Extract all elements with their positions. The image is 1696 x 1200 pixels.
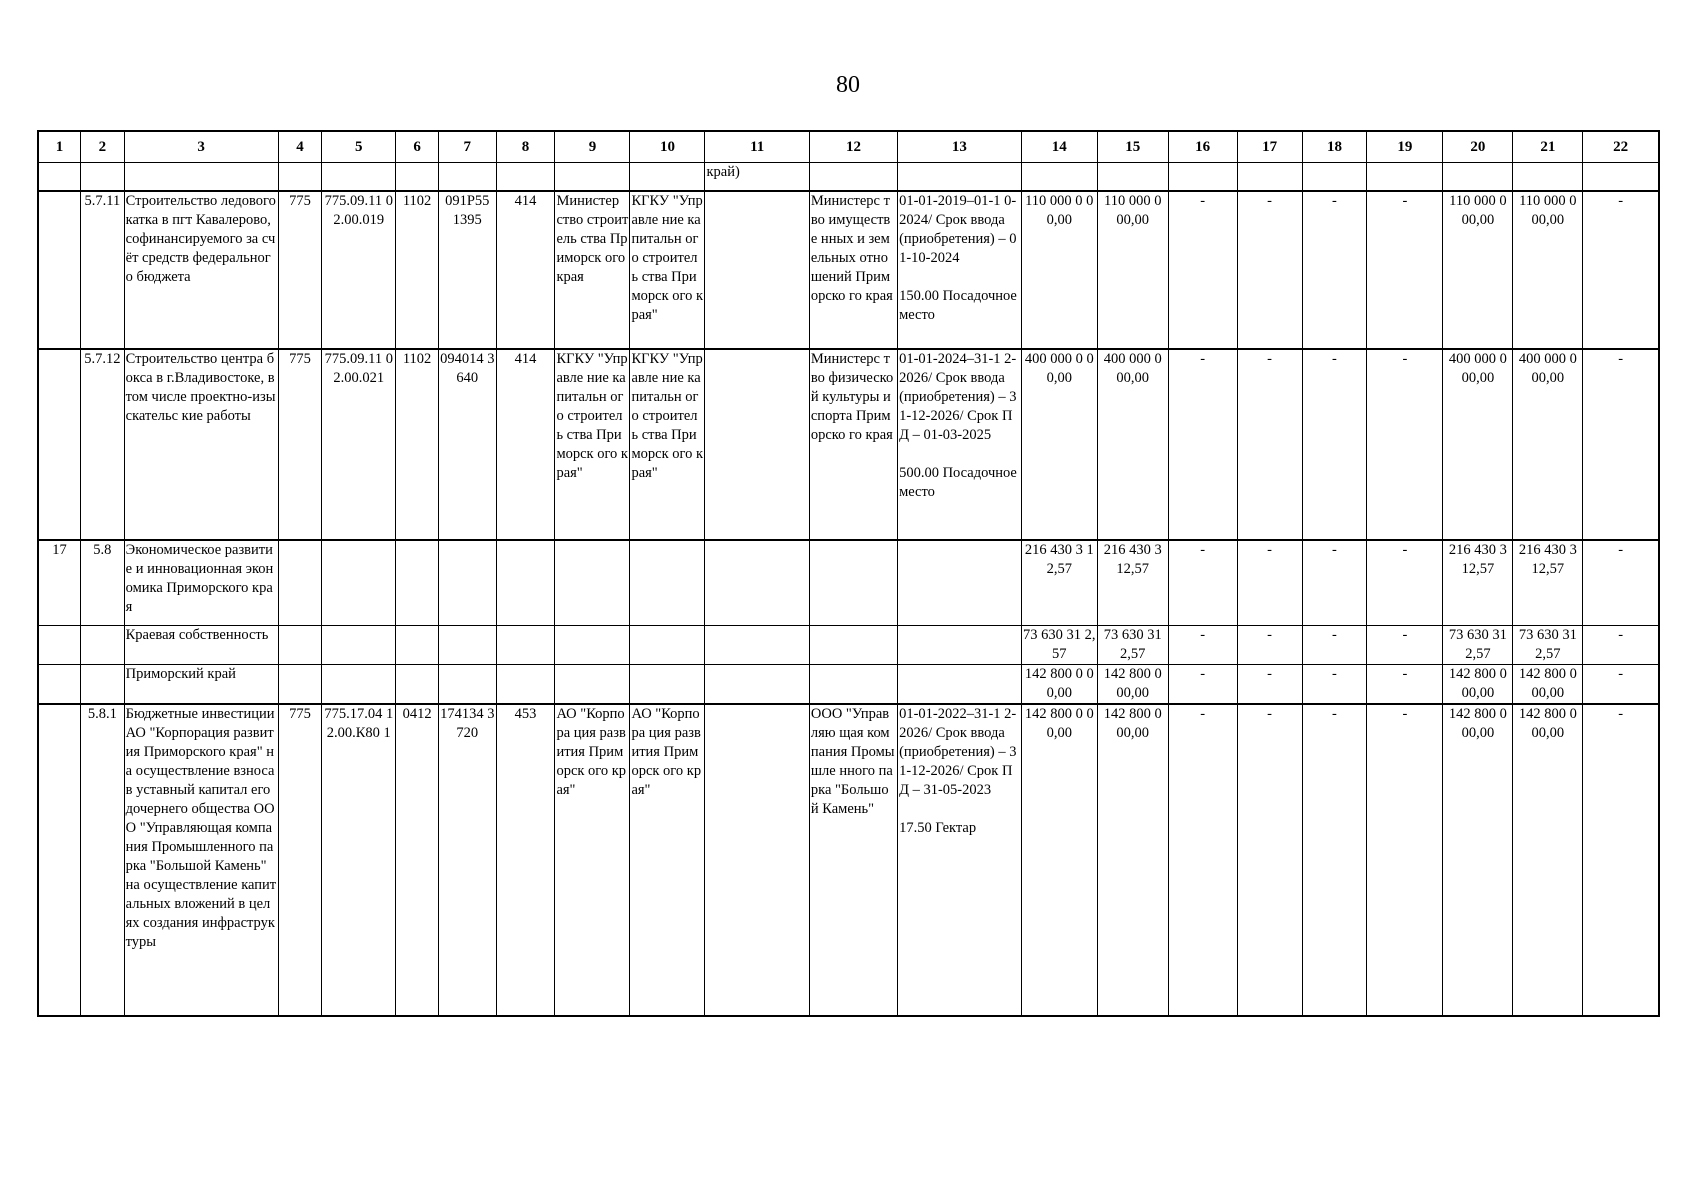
- table-cell-col-14: 142 800 0 00,00: [1021, 665, 1097, 705]
- table-cell-col-13: [898, 163, 1022, 191]
- table-cell-col-5: 775.09.11 02.00.021: [322, 349, 396, 540]
- column-header: 17: [1237, 131, 1302, 163]
- table-cell-col-8: [496, 163, 555, 191]
- column-header: 10: [630, 131, 705, 163]
- table-cell-col-11: [705, 704, 809, 1016]
- table-cell-col-20: 110 000 0 00,00: [1443, 191, 1513, 349]
- table-cell-col-5: [322, 163, 396, 191]
- table-cell-col-20: 216 430 3 12,57: [1443, 540, 1513, 626]
- table-cell-col-13: [898, 626, 1022, 665]
- column-header: 21: [1513, 131, 1583, 163]
- table-cell-col-2: 5.7.12: [81, 349, 125, 540]
- table-cell-col-8: 414: [496, 349, 555, 540]
- table-cell-col-18: -: [1302, 665, 1367, 705]
- table-cell-col-5: [322, 540, 396, 626]
- table-cell-col-15: 216 430 3 12,57: [1097, 540, 1168, 626]
- table-cell-col-8: [496, 540, 555, 626]
- table-cell-col-2: 5.8.1: [81, 704, 125, 1016]
- table-cell-col-5: 775.17.04 12.00.К80 1: [322, 704, 396, 1016]
- table-cell-col-10: АО "Корпора ция развития Приморск ого края": [630, 704, 705, 1016]
- table-cell-col-10: КГКУ "Управле ние капитальн ого строитель ства Приморск ого края": [630, 191, 705, 349]
- table-cell-col-17: -: [1237, 191, 1302, 349]
- table-cell-col-3: Строительство центра бокса в г.Владивостоке, в том числе проектно-изыскательс кие работы: [124, 349, 278, 540]
- table-cell-col-6: [396, 626, 439, 665]
- column-header: 20: [1443, 131, 1513, 163]
- table-cell-col-6: 1102: [396, 349, 439, 540]
- table-cell-col-5: [322, 626, 396, 665]
- table-cell-col-12: ООО "Управляю щая компания Промышле нного парка "Большой Камень": [809, 704, 897, 1016]
- table-cell-col-12: [809, 163, 897, 191]
- table-row: [38, 626, 1659, 665]
- column-header: 9: [555, 131, 630, 163]
- table-cell-col-21: 110 000 0 00,00: [1513, 191, 1583, 349]
- table-cell-col-1: [38, 626, 81, 665]
- table-cell-col-7: 091P55 1395: [438, 191, 496, 349]
- table-cell-col-4: [278, 665, 322, 705]
- table-cell-col-5: 775.09.11 02.00.019: [322, 191, 396, 349]
- table-cell-col-15: 110 000 0 00,00: [1097, 191, 1168, 349]
- table-cell-col-12: Министерс тво имуществе нных и земельных отношений Приморско го края: [809, 191, 897, 349]
- table-cell-col-17: [1237, 163, 1302, 191]
- table-cell-col-13: 01-01-2022–31-1 2-2026/ Срок ввода (приобретения) – 31-12-2026/ Срок ПД – 31-05-2023 17.50 Гектар: [898, 704, 1022, 1016]
- table-cell-col-21: 216 430 3 12,57: [1513, 540, 1583, 626]
- table-cell-col-10: [630, 665, 705, 705]
- table-cell-col-13: [898, 665, 1022, 705]
- table-cell-col-16: -: [1168, 704, 1237, 1016]
- table-cell-col-1: [38, 704, 81, 1016]
- table-cell-col-20: 142 800 0 00,00: [1443, 704, 1513, 1016]
- table-cell-col-9: [555, 540, 630, 626]
- table-cell-col-8: 414: [496, 191, 555, 349]
- table-cell-col-19: -: [1367, 349, 1443, 540]
- table-cell-col-10: [630, 540, 705, 626]
- table-cell-col-20: 400 000 0 00,00: [1443, 349, 1513, 540]
- column-header: 7: [438, 131, 496, 163]
- table-cell-col-8: [496, 665, 555, 705]
- table-cell-col-22: -: [1583, 349, 1659, 540]
- table-cell-col-2: 5.8: [81, 540, 125, 626]
- table-cell-col-13: 01-01-2024–31-1 2-2026/ Срок ввода (приобретения) – 31-12-2026/ Срок ПД – 01-03-2025 500.00 Посадочное место: [898, 349, 1022, 540]
- table-cell-col-18: -: [1302, 191, 1367, 349]
- column-header: 1: [38, 131, 81, 163]
- table-cell-col-19: -: [1367, 191, 1443, 349]
- table-cell-col-11: [705, 191, 809, 349]
- table-cell-col-6: [396, 540, 439, 626]
- table-cell-col-19: -: [1367, 704, 1443, 1016]
- table-cell-col-22: -: [1583, 540, 1659, 626]
- table-cell-col-16: [1168, 163, 1237, 191]
- table-cell-col-9: [555, 163, 630, 191]
- table-row: [38, 704, 1659, 1016]
- table-cell-col-15: 400 000 0 00,00: [1097, 349, 1168, 540]
- table-cell-col-21: 142 800 0 00,00: [1513, 665, 1583, 705]
- table-cell-col-9: Министер ство строитель ства Приморск ого края: [555, 191, 630, 349]
- column-header: 13: [898, 131, 1022, 163]
- table-cell-col-12: [809, 540, 897, 626]
- investment-table: [37, 130, 1660, 1017]
- column-header: 3: [124, 131, 278, 163]
- table-cell-col-16: -: [1168, 349, 1237, 540]
- table-cell-col-20: [1443, 163, 1513, 191]
- table-cell-col-11: [705, 349, 809, 540]
- table-cell-col-12: [809, 626, 897, 665]
- table-cell-col-21: 73 630 31 2,57: [1513, 626, 1583, 665]
- table-cell-col-20: 142 800 0 00,00: [1443, 665, 1513, 705]
- header-row: [38, 131, 1659, 163]
- table-cell-col-14: 73 630 31 2,57: [1021, 626, 1097, 665]
- table-cell-col-16: -: [1168, 191, 1237, 349]
- table-cell-col-8: [496, 626, 555, 665]
- table-cell-col-6: 1102: [396, 191, 439, 349]
- table-cell-col-21: 400 000 0 00,00: [1513, 349, 1583, 540]
- table-cell-col-14: 400 000 0 00,00: [1021, 349, 1097, 540]
- column-header: 12: [809, 131, 897, 163]
- table-cell-col-9: [555, 626, 630, 665]
- column-header: 6: [396, 131, 439, 163]
- table-cell-col-15: 142 800 0 00,00: [1097, 704, 1168, 1016]
- table-cell-col-1: [38, 665, 81, 705]
- table-cell-col-7: [438, 626, 496, 665]
- table-cell-col-4: [278, 540, 322, 626]
- table-cell-col-1: 17: [38, 540, 81, 626]
- table-cell-col-3: Бюджетные инвестиции АО "Корпорация развития Приморского края" на осуществление взноса в уставный капитал его дочернего общества ООО "Управляющая компания Промышленного парка "Большой Камень" на осуществление капитальных вложений в целях создания инфраструктуры: [124, 704, 278, 1016]
- table-cell-col-4: 775: [278, 704, 322, 1016]
- table-row: [38, 540, 1659, 626]
- column-header: 15: [1097, 131, 1168, 163]
- table-cell-col-13: [898, 540, 1022, 626]
- table-cell-col-11: [705, 665, 809, 705]
- table-cell-col-10: [630, 626, 705, 665]
- table-cell-col-4: 775: [278, 191, 322, 349]
- table-cell-col-14: [1021, 163, 1097, 191]
- table-cell-col-13: 01-01-2019–01-1 0-2024/ Срок ввода (приобретения) – 01-10-2024 150.00 Посадочное место: [898, 191, 1022, 349]
- table-cell-col-11: [705, 540, 809, 626]
- table-cell-col-17: -: [1237, 349, 1302, 540]
- table-cell-col-8: 453: [496, 704, 555, 1016]
- table-cell-col-3: [124, 163, 278, 191]
- table-cell-col-7: 174134 3720: [438, 704, 496, 1016]
- table-cell-col-4: [278, 626, 322, 665]
- table-cell-col-19: -: [1367, 540, 1443, 626]
- table-cell-col-22: -: [1583, 626, 1659, 665]
- column-header: 2: [81, 131, 125, 163]
- table-cell-col-18: [1302, 163, 1367, 191]
- table-cell-col-18: -: [1302, 704, 1367, 1016]
- table-row: [38, 163, 1659, 191]
- table-cell-col-3: Приморский край: [124, 665, 278, 705]
- table-cell-col-10: КГКУ "Управле ние капитальн ого строитель ства Приморск ого края": [630, 349, 705, 540]
- table-cell-col-7: [438, 540, 496, 626]
- table-cell-col-22: -: [1583, 665, 1659, 705]
- column-header: 5: [322, 131, 396, 163]
- table-cell-col-11: край): [705, 163, 809, 191]
- table-cell-col-19: -: [1367, 626, 1443, 665]
- column-header: 11: [705, 131, 809, 163]
- table-cell-col-12: Министерс тво физической культуры и спорта Приморско го края: [809, 349, 897, 540]
- table-cell-col-17: -: [1237, 626, 1302, 665]
- column-header: 14: [1021, 131, 1097, 163]
- table-cell-col-10: [630, 163, 705, 191]
- table-cell-col-7: 094014 3640: [438, 349, 496, 540]
- table-cell-col-17: -: [1237, 665, 1302, 705]
- table-cell-col-19: -: [1367, 665, 1443, 705]
- table-cell-col-14: 142 800 0 00,00: [1021, 704, 1097, 1016]
- table-cell-col-6: [396, 665, 439, 705]
- table-cell-col-3: Строительство ледового катка в пгт Кавалерово, софинансируемого за счёт средств федерального бюджета: [124, 191, 278, 349]
- column-header: 18: [1302, 131, 1367, 163]
- table-cell-col-14: 216 430 3 12,57: [1021, 540, 1097, 626]
- table-row: [38, 665, 1659, 705]
- table-cell-col-3: Экономическое развитие и инновационная экономика Приморского края: [124, 540, 278, 626]
- column-header: 8: [496, 131, 555, 163]
- table-row: [38, 349, 1659, 540]
- table-cell-col-7: [438, 163, 496, 191]
- table-cell-col-9: АО "Корпора ция развития Приморск ого края": [555, 704, 630, 1016]
- table-cell-col-11: [705, 626, 809, 665]
- table-cell-col-16: -: [1168, 626, 1237, 665]
- table-cell-col-2: [81, 665, 125, 705]
- table-cell-col-2: [81, 626, 125, 665]
- column-header: 19: [1367, 131, 1443, 163]
- page-number: 80: [836, 72, 860, 98]
- table-cell-col-15: [1097, 163, 1168, 191]
- table-cell-col-20: 73 630 31 2,57: [1443, 626, 1513, 665]
- table-cell-col-22: [1583, 163, 1659, 191]
- table-cell-col-15: 142 800 0 00,00: [1097, 665, 1168, 705]
- column-header: 4: [278, 131, 322, 163]
- table-cell-col-22: -: [1583, 191, 1659, 349]
- table-cell-col-12: [809, 665, 897, 705]
- table-row: [38, 191, 1659, 349]
- table-cell-col-15: 73 630 31 2,57: [1097, 626, 1168, 665]
- table-cell-col-9: [555, 665, 630, 705]
- table-cell-col-6: 0412: [396, 704, 439, 1016]
- table-cell-col-14: 110 000 0 00,00: [1021, 191, 1097, 349]
- table-cell-col-2: [81, 163, 125, 191]
- table-cell-col-18: -: [1302, 540, 1367, 626]
- table-cell-col-16: -: [1168, 540, 1237, 626]
- table-cell-col-1: [38, 163, 81, 191]
- table-cell-col-17: -: [1237, 540, 1302, 626]
- table-cell-col-3: Краевая собственность: [124, 626, 278, 665]
- table-cell-col-21: [1513, 163, 1583, 191]
- table-cell-col-19: [1367, 163, 1443, 191]
- table-cell-col-4: 775: [278, 349, 322, 540]
- column-header: 16: [1168, 131, 1237, 163]
- table-cell-col-6: [396, 163, 439, 191]
- table-cell-col-1: [38, 191, 81, 349]
- table-cell-col-1: [38, 349, 81, 540]
- table-cell-col-17: -: [1237, 704, 1302, 1016]
- table-cell-col-18: -: [1302, 349, 1367, 540]
- table-cell-col-16: -: [1168, 665, 1237, 705]
- table-cell-col-18: -: [1302, 626, 1367, 665]
- table-cell-col-21: 142 800 0 00,00: [1513, 704, 1583, 1016]
- table-cell-col-5: [322, 665, 396, 705]
- table-cell-col-7: [438, 665, 496, 705]
- table-cell-col-22: -: [1583, 704, 1659, 1016]
- table-cell-col-9: КГКУ "Управле ние капитальн ого строитель ства Приморск ого края": [555, 349, 630, 540]
- column-header: 22: [1583, 131, 1659, 163]
- table-cell-col-2: 5.7.11: [81, 191, 125, 349]
- table-cell-col-4: [278, 163, 322, 191]
